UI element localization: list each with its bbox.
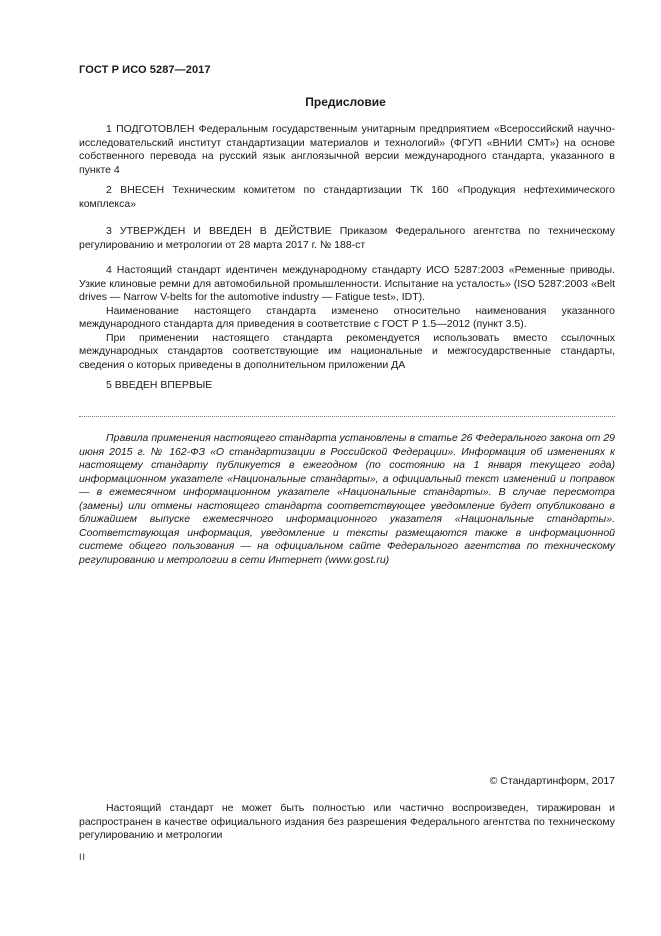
section-1 — [79, 123, 615, 177]
section-4 — [79, 264, 615, 372]
copyright-line: © Стандартинформ, 2017 — [489, 775, 615, 787]
section-4-paragraph-2: Наименование настоящего стандарта изменено относительно наименования указанного международного стандарта для приведения в соответствие с ГОСТ Р 1.5—2012 (пункт 3.5). — [79, 304, 615, 330]
page-number: II — [79, 852, 87, 862]
reproduction-notice — [79, 802, 615, 843]
section-3-text: 3 УТВЕРЖДЕН И ВВЕДЕН В ДЕЙСТВИЕ Приказом Федерального агентства по техническому регулированию и метрологии от 28 марта 2017 г. № 188-ст — [79, 225, 615, 251]
section-4-paragraph-1: 4 Настоящий стандарт идентичен международному стандарту ИСО 5287:2003 «Ременные приводы. Узкие клиновые ремни для автомобильной промышленности. Испытание на усталость» (ISO 5287:2003 «Belt drives — Narrow V-belts for the automotive industry — Fatigue test», IDT). — [79, 264, 615, 303]
section-3 — [79, 225, 615, 252]
section-divider — [79, 416, 615, 417]
reproduction-notice-text: Настоящий стандарт не может быть полностью или частично воспроизведен, тиражирован и распространен в качестве официального издания без разрешения Федерального агентства по техническому регулированию и метрологии — [79, 802, 615, 841]
section-4-paragraph-3: При применении настоящего стандарта рекомендуется использовать вместо ссылочных международных стандартов соответствующие им национальные и межгосударственные стандарты, сведения о которых приведены в дополнительном приложении ДА — [79, 331, 615, 371]
usage-notice — [79, 432, 615, 567]
section-5-text: 5 ВВЕДЕН ВПЕРВЫЕ — [106, 379, 213, 391]
section-5 — [79, 379, 615, 393]
document-code-header: ГОСТ Р ИСО 5287—2017 — [79, 64, 211, 76]
section-2-text: 2 ВНЕСЕН Техническим комитетом по стандартизации ТК 160 «Продукция нефтехимического комплекса» — [79, 184, 615, 210]
section-1-text: 1 ПОДГОТОВЛЕН Федеральным государственным унитарным предприятием «Всероссийский научно-исследовательский институт стандартизации материалов и технологий» (ФГУП «ВНИИ СМТ») на основе собственного перевода на русский язык англоязычной версии международного стандарта, указанного в пункте 4 — [79, 123, 615, 176]
usage-notice-text: Правила применения настоящего стандарта установлены в статье 26 Федерального закона от 29 июня 2015 г. № 162-ФЗ «О стандартизации в Российской Федерации». Информация об изменениях к настоящему стандарту публикуется в ежегодном (по состоянию на 1 января текущего года) информационном указателе «Национальные стандарты», а официальный текст изменений и поправок — в ежемесячном информационном указателе «Национальные стандарты». В случае пересмотра (замены) или отмены настоящего стандарта соответствующее уведомление будет опубликовано в ближайшем выпуске ежемесячного информационного указателя «Национальные стандарты». Соответствующая информация, уведомление и тексты размещаются также в информационной системе общего пользования — на официальном сайте Федерального агентства по техническому регулированию и метрологии в сети Интернет (www.gost.ru) — [79, 432, 615, 566]
section-2 — [79, 184, 615, 211]
page-title: Предисловие — [305, 95, 386, 109]
